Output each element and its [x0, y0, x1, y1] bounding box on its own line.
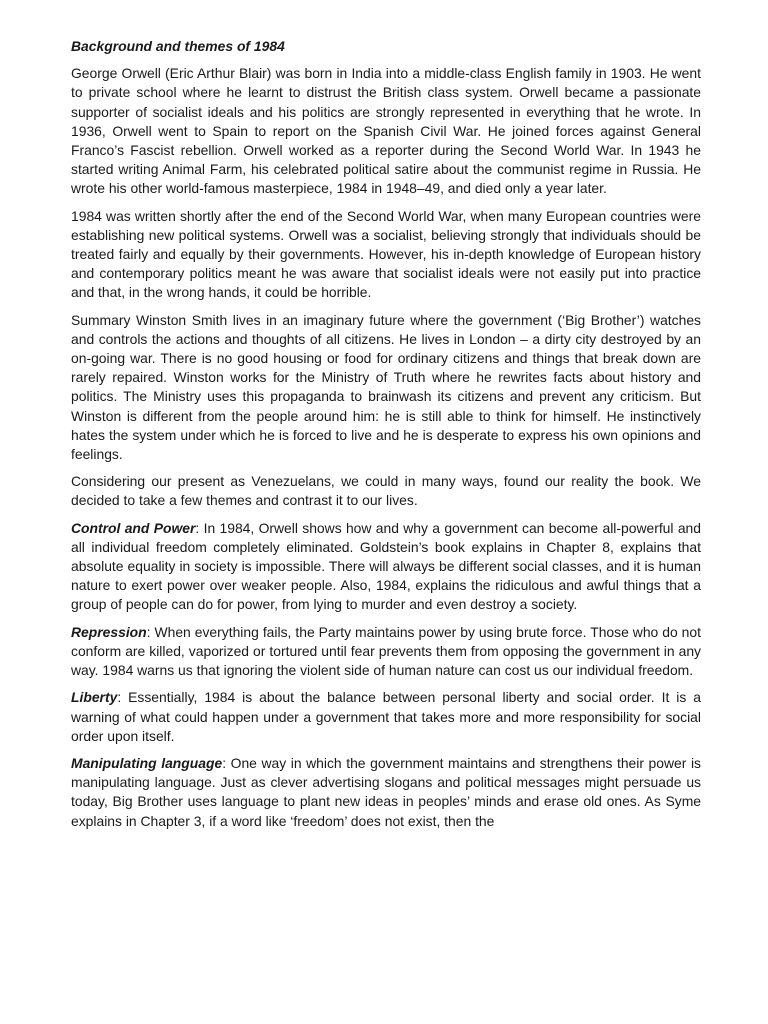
theme-control-and-power	[71, 519, 701, 615]
theme-manipulating-language	[71, 754, 701, 831]
theme-text: : When everything fails, the Party maintains power by using brute force. Those who do not conform are killed, vaporized or tortured until fear prevents them from opposing the government in any way. 1984 warns us that ignoring the violent side of human nature can cost us our individual freedom.	[71, 623, 701, 679]
document-page	[71, 37, 701, 839]
paragraph-historical-context: 1984 was written shortly after the end of the Second World War, when many European countries were establishing new political systems. Orwell was a socialist, believing strongly that individuals should be treated fairly and equally by their governments. However, his in-depth knowledge of European history and contemporary politics meant he was aware that socialist ideals were not easily put into practice and that, in the wrong hands, it could be horrible.	[71, 207, 701, 301]
paragraph-venezuela-context: Considering our present as Venezuelans, we could in many ways, found our reality the book. We decided to take a few themes and contrast it to our lives.	[71, 473, 701, 509]
theme-term: Manipulating language	[71, 754, 223, 771]
theme-liberty	[71, 688, 701, 746]
theme-text: : Essentially, 1984 is about the balance between personal liberty and social order. It is a warning of what could happen under a government that takes more and more responsibility for social order upon itself.	[71, 689, 701, 744]
document-title: Background and themes of 1984	[71, 38, 285, 54]
paragraph-orwell-biography: George Orwell (Eric Arthur Blair) was born in India into a middle-class English family in 1903. He went to private school where he learnt to distrust the British class system. Orwell became a passionate supporter of socialist ideals and his politics are strongly represented in everything that he wrote. In 1936, Orwell went to Spain to report on the Spanish Civil War. He joined forces against General Franco’s Fascist rebellion. Orwell worked as a reporter during the Second World War. In 1943 he started writing Animal Farm, his celebrated political satire about the communist regime in Russia. He wrote his other world-famous masterpiece, 1984 in 1948–49, and died only a year later.	[71, 65, 701, 197]
theme-repression	[71, 623, 701, 681]
paragraph-summary: Summary Winston Smith lives in an imaginary future where the government (‘Big Brother’) watches and controls the actions and thoughts of all citizens. He lives in London – a dirty city destroyed by an on-going war. There is no good housing or food for ordinary citizens and things that break down are rarely repaired. Winston works for the Ministry of Truth where he rewrites facts about history and politics. The Ministry uses this propaganda to brainwash its citizens and prevent any criticism. But Winston is different from the people around him: he is still able to think for himself. He instinctively hates the system under which he is forced to live and he is desperate to express his own opinions and feelings.	[71, 311, 701, 463]
theme-term: Repression	[71, 623, 147, 640]
theme-text: : One way in which the government maintains and strengthens their power is manipulating language. Just as clever advertising slogans and political messages might persuade us today, Big Brother uses language to plant new ideas in peoples’ minds and erase old ones. As Syme explains in Chapter 3, if a word like ‘freedom’ does not exist, then the	[71, 754, 701, 829]
theme-term: Liberty	[71, 689, 118, 706]
theme-text: : In 1984, Orwell shows how and why a government can become all-powerful and all individual freedom completely eliminated. Goldstein’s book explains in Chapter 8, explains that absolute equality in society is impossible. There will always be different social classes, and it is human nature to exert power over weaker people. Also, 1984, explains the ridiculous and awful things that a group of people can do for power, from lying to murder and even destroy a society.	[71, 519, 701, 613]
theme-term: Control and Power	[71, 519, 196, 536]
